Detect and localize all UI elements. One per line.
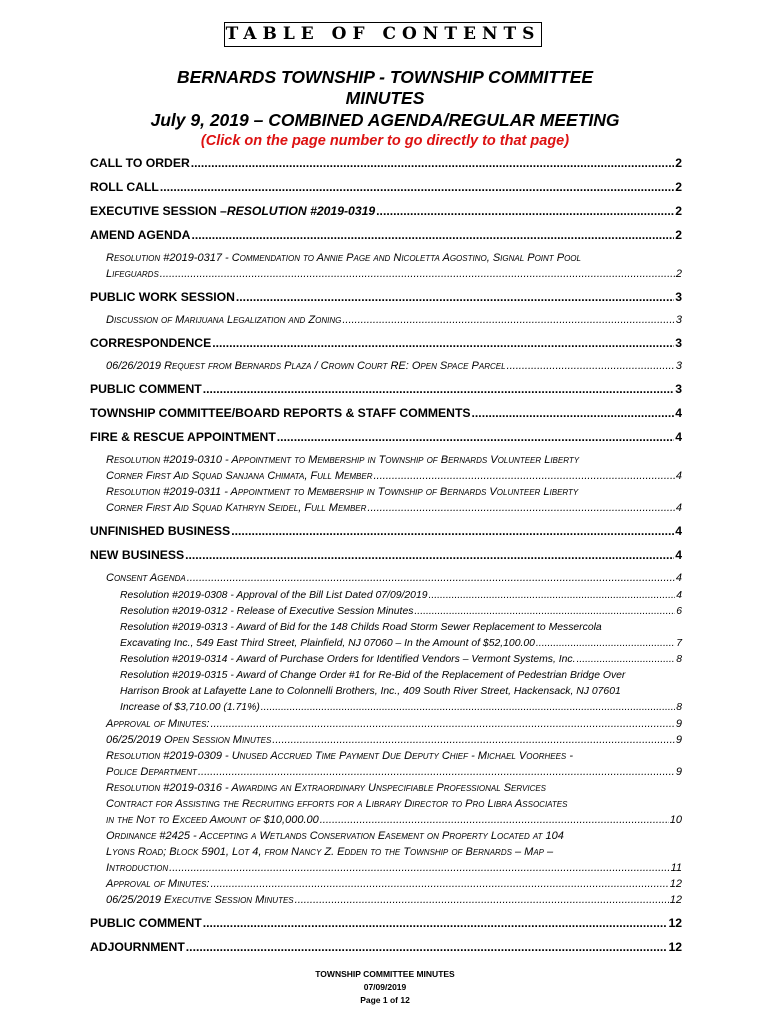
toc-unfinished-business[interactable]: UNFINISHED BUSINESS ..... 4 xyxy=(90,524,682,539)
toc-res-0316[interactable]: in the Not to Exceed Amount of $10,000.00 ..... 10 xyxy=(106,814,682,828)
page-link[interactable]: 3 xyxy=(675,336,682,350)
page-link[interactable]: 4 xyxy=(675,524,682,538)
toc-amend-agenda[interactable]: AMEND AGENDA ..... 2 xyxy=(90,228,682,243)
header-line-3: July 9, 2019 – COMBINED AGENDA/REGULAR MEETING xyxy=(150,110,620,130)
toc-public-comment-2[interactable]: PUBLIC COMMENT ..... 12 xyxy=(90,916,682,931)
toc-res-0311-line1[interactable]: Resolution #2019-0311 - Appointment to Membership in Township of Bernards Volunteer Liberty xyxy=(106,486,579,498)
toc-res-0315-line2[interactable]: Harrison Brook at Lafayette Lane to Colonnelli Brothers, Inc., 409 South River Street, Hackensack, NJ 07601 xyxy=(120,686,621,697)
page-link[interactable]: 6 xyxy=(676,606,682,617)
page-link[interactable]: 11 xyxy=(670,862,682,874)
page-link[interactable]: 8 xyxy=(676,702,682,713)
toc-ord-2425-line1[interactable]: Ordinance #2425 - Accepting a Wetlands Conservation Easement on Property Located at 104 xyxy=(106,830,564,842)
page-link[interactable]: 8 xyxy=(676,654,682,665)
page-link[interactable]: 4 xyxy=(675,502,682,514)
page-link[interactable]: 4 xyxy=(675,430,682,444)
page-link[interactable]: 3 xyxy=(675,382,682,396)
header-line-2: MINUTES xyxy=(345,88,425,108)
page-link[interactable]: 12 xyxy=(669,878,682,890)
toc-res-0309-line1[interactable]: Resolution #2019-0309 - Unused Accrued Time Payment Due Deputy Chief - Michael Voorhees - xyxy=(106,750,573,762)
page-link[interactable]: 3 xyxy=(675,314,682,326)
footer-date: 07/09/2019 xyxy=(363,982,407,992)
page-link[interactable]: 7 xyxy=(676,638,682,649)
toc-res-0315[interactable]: Increase of $3,710.00 (1.71%) ..... 8 xyxy=(120,702,682,716)
toc-approval-minutes-2[interactable]: Approval of Minutes: ..... 12 xyxy=(106,878,682,892)
toc-marijuana[interactable]: Discussion of Marijuana Legalization and Zoning ..... 3 xyxy=(106,314,682,328)
toc-public-comment[interactable]: PUBLIC COMMENT ..... 3 xyxy=(90,382,682,397)
page-link[interactable]: 2 xyxy=(675,156,682,170)
toc-res-0316-line2[interactable]: Contract for Assisting the Recruiting efforts for a Library Director to Pro Libra Associates xyxy=(106,798,568,810)
toc-res-0312[interactable]: Resolution #2019-0312 - Release of Executive Session Minutes ..... 6 xyxy=(120,606,682,620)
toc-res-0313[interactable]: Excavating Inc., 549 East Third Street, Plainfield, NJ 07060 – In the Amount of $52,100.00 ..... 7 xyxy=(120,638,682,652)
toc-ord-2425-line2[interactable]: Lyons Road; Block 5901, Lot 4, from Nancy Z. Edden to the Township of Bernards – Map – xyxy=(106,846,554,858)
page-link[interactable]: 3 xyxy=(675,360,682,372)
toc-res-0309[interactable]: Police Department ..... 9 xyxy=(106,766,682,780)
page-link[interactable]: 3 xyxy=(675,290,682,304)
toc-correspondence[interactable]: CORRESPONDENCE ..... 3 xyxy=(90,336,682,351)
toc-call-to-order[interactable]: CALL TO ORDER ..... 2 xyxy=(90,156,682,171)
toc-res-0316-line1[interactable]: Resolution #2019-0316 - Awarding an Extraordinary Unspecifiable Professional Services xyxy=(106,782,547,794)
header-line-1: BERNARDS TOWNSHIP - TOWNSHIP COMMITTEE xyxy=(176,67,594,87)
header-click-hint: (Click on the page number to go directly to that page) xyxy=(200,133,570,149)
toc-res-0313-line1[interactable]: Resolution #2019-0313 - Award of Bid for the 148 Childs Road Storm Sewer Replacement to Messercola xyxy=(120,622,602,633)
toc-res-0315-line1[interactable]: Resolution #2019-0315 - Award of Change Order #1 for Re-Bid of the Replacement of Pedestrian Bridge Over xyxy=(120,670,626,681)
page-link[interactable]: 2 xyxy=(675,180,682,194)
toc-res-0310-line1[interactable]: Resolution #2019-0310 - Appointment to Membership in Township of Bernards Volunteer Liberty xyxy=(106,454,580,466)
toc-executive-minutes[interactable]: 06/25/2019 Executive Session Minutes ..... 12 xyxy=(106,894,682,908)
page-link[interactable]: 12 xyxy=(668,916,682,930)
toc-fire-rescue[interactable]: FIRE & RESCUE APPOINTMENT ..... 4 xyxy=(90,430,682,445)
toc-ord-2425[interactable]: Introduction ..... 11 xyxy=(106,862,682,876)
page-link[interactable]: 4 xyxy=(675,406,682,420)
page-link[interactable]: 4 xyxy=(675,572,682,584)
toc-executive-session[interactable]: EXECUTIVE SESSION – RESOLUTION #2019-0319 ..... 2 xyxy=(90,204,682,219)
toc-title-box xyxy=(224,22,542,47)
toc-res-0310[interactable]: Corner First Aid Squad Sanjana Chimata, Full Member ..... 4 xyxy=(106,470,682,484)
page-link[interactable]: 2 xyxy=(675,204,682,218)
page-link[interactable]: 2 xyxy=(675,228,682,242)
toc-res-0317-line1[interactable]: Resolution #2019-0317 - Commendation to Annie Page and Nicoletta Agostino, Signal Point Pool xyxy=(106,252,581,264)
page-link[interactable]: 12 xyxy=(668,940,682,954)
toc-open-session[interactable]: 06/25/2019 Open Session Minutes ..... 9 xyxy=(106,734,682,748)
footer-title: TOWNSHIP COMMITTEE MINUTES xyxy=(315,969,455,979)
toc-new-business[interactable]: NEW BUSINESS ..... 4 xyxy=(90,548,682,563)
toc-roll-call[interactable]: ROLL CALL ..... 2 xyxy=(90,180,682,195)
toc-approval-minutes-1[interactable]: Approval of Minutes: ..... 9 xyxy=(106,718,682,732)
toc-plaza[interactable]: 06/26/2019 Request from Bernards Plaza / Crown Court RE: Open Space Parcel ..... 3 xyxy=(106,360,682,374)
page-link[interactable]: 9 xyxy=(675,734,682,746)
toc-res-0308[interactable]: Resolution #2019-0308 - Approval of the Bill List Dated 07/09/2019 ..... 4 xyxy=(120,590,682,604)
page-link[interactable]: 9 xyxy=(675,766,682,778)
toc-adjournment[interactable]: ADJOURNMENT ..... 12 xyxy=(90,940,682,955)
page-link[interactable]: 9 xyxy=(675,718,682,730)
footer-page-number: Page 1 of 12 xyxy=(360,995,410,1005)
page-footer xyxy=(0,968,770,1007)
page-link[interactable]: 2 xyxy=(675,268,682,280)
toc-consent-agenda[interactable]: Consent Agenda ..... 4 xyxy=(106,572,682,586)
toc-reports[interactable]: TOWNSHIP COMMITTEE/BOARD REPORTS & STAFF COMMENTS ..... 4 xyxy=(90,406,682,421)
toc-title: TABLE OF CONTENTS xyxy=(225,24,541,44)
page-link[interactable]: 4 xyxy=(676,590,682,601)
toc-res-0311[interactable]: Corner First Aid Squad Kathryn Seidel, Full Member ..... 4 xyxy=(106,502,682,516)
page-link[interactable]: 4 xyxy=(675,548,682,562)
toc-public-work-session[interactable]: PUBLIC WORK SESSION ..... 3 xyxy=(90,290,682,305)
page-link[interactable]: 4 xyxy=(675,470,682,482)
page-link[interactable]: 12 xyxy=(669,894,682,906)
page-link[interactable]: 10 xyxy=(669,814,682,826)
toc-res-0314[interactable]: Resolution #2019-0314 - Award of Purchase Orders for Identified Vendors – Vermont Systems, Inc. ..... 8 xyxy=(120,654,682,668)
document-header xyxy=(0,67,770,151)
toc-res-0317[interactable]: Lifeguards ..... 2 xyxy=(106,268,682,282)
